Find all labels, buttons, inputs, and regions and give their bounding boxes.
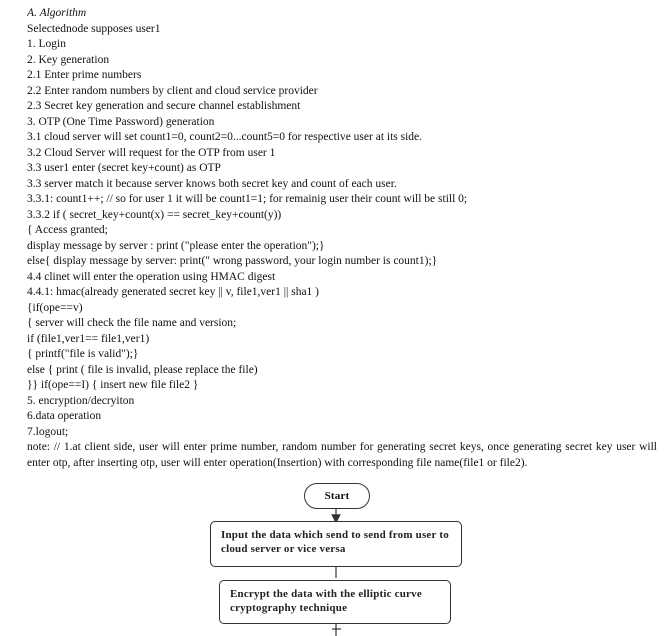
algorithm-line: { printf("file is valid");} <box>27 348 139 360</box>
algorithm-line: else{ display message by server: print(" wrong password, your login number is count1);} <box>27 255 438 267</box>
flowchart-step-encrypt: Encrypt the data with the elliptic curve cryptography technique <box>219 580 451 624</box>
section-heading: A. Algorithm <box>27 7 87 19</box>
algorithm-line: 3.3 server match it because server knows both secret key and count of each user. <box>27 177 397 190</box>
algorithm-line: { Access granted; <box>27 224 108 236</box>
algorithm-line: 4.4.1: hmac(already generated secret key || v, file1,ver1 || sha1 ) <box>27 286 320 298</box>
algorithm-line: 2.1 Enter prime numbers <box>27 69 142 81</box>
algorithm-section <box>27 6 657 471</box>
algorithm-line: 3.3 user1 enter (secret key+count) as OTP <box>27 162 221 174</box>
algorithm-line: { server will check the file name and version; <box>27 317 237 329</box>
algorithm-line: }} if(ope==I) { insert new file file2 } <box>27 379 199 391</box>
algorithm-line: else { print ( file is invalid, please replace the file) <box>27 363 258 376</box>
flowchart-step-input-data: Input the data which send to send from user to cloud server or vice versa <box>210 521 462 567</box>
algorithm-line: display message by server : print ("please enter the operation");} <box>27 239 325 252</box>
algorithm-line: 7.logout; <box>27 425 69 438</box>
algorithm-line: if (file1,ver1== file1,ver1) <box>27 332 150 345</box>
algorithm-line: 2.2 Enter random numbers by client and cloud service provider <box>27 84 318 97</box>
algorithm-line: Selectednode supposes user1 <box>27 22 161 35</box>
algorithm-line: 5. encryption/decryiton <box>27 394 135 407</box>
algorithm-line: 2.3 Secret key generation and secure channel establishment <box>27 100 301 112</box>
algorithm-line: {if(ope==v) <box>27 301 83 314</box>
algorithm-line: 3. OTP (One Time Password) generation <box>27 115 215 128</box>
algorithm-line: 2. Key generation <box>27 53 110 66</box>
algorithm-line: 1. Login <box>27 38 66 50</box>
algorithm-line: 3.2 Cloud Server will request for the OTP from user 1 <box>27 146 276 159</box>
algorithm-line: 3.3.2 if ( secret_key+count(x) == secret_key+count(y)) <box>27 208 282 221</box>
algorithm-line: 6.data operation <box>27 410 102 422</box>
note-paragraph: note: // 1.at client side, user will enter prime number, random number for generating secret keys, once generating secret key user will enter otp, after inserting otp, user will enter operation(Insertion) with corresponding file name(file1 or file2). <box>27 441 657 469</box>
algorithm-line: 3.3.1: count1++; // so for user 1 it will be count1=1; for remainig user their count will be still 0; <box>27 193 468 205</box>
algorithm-line: 3.1 cloud server will set count1=0, count2=0...count5=0 for respective user at its side. <box>27 131 423 143</box>
flowchart-start-node: Start <box>304 483 370 509</box>
algorithm-line: 4.4 clinet will enter the operation using HMAC digest <box>27 270 276 283</box>
